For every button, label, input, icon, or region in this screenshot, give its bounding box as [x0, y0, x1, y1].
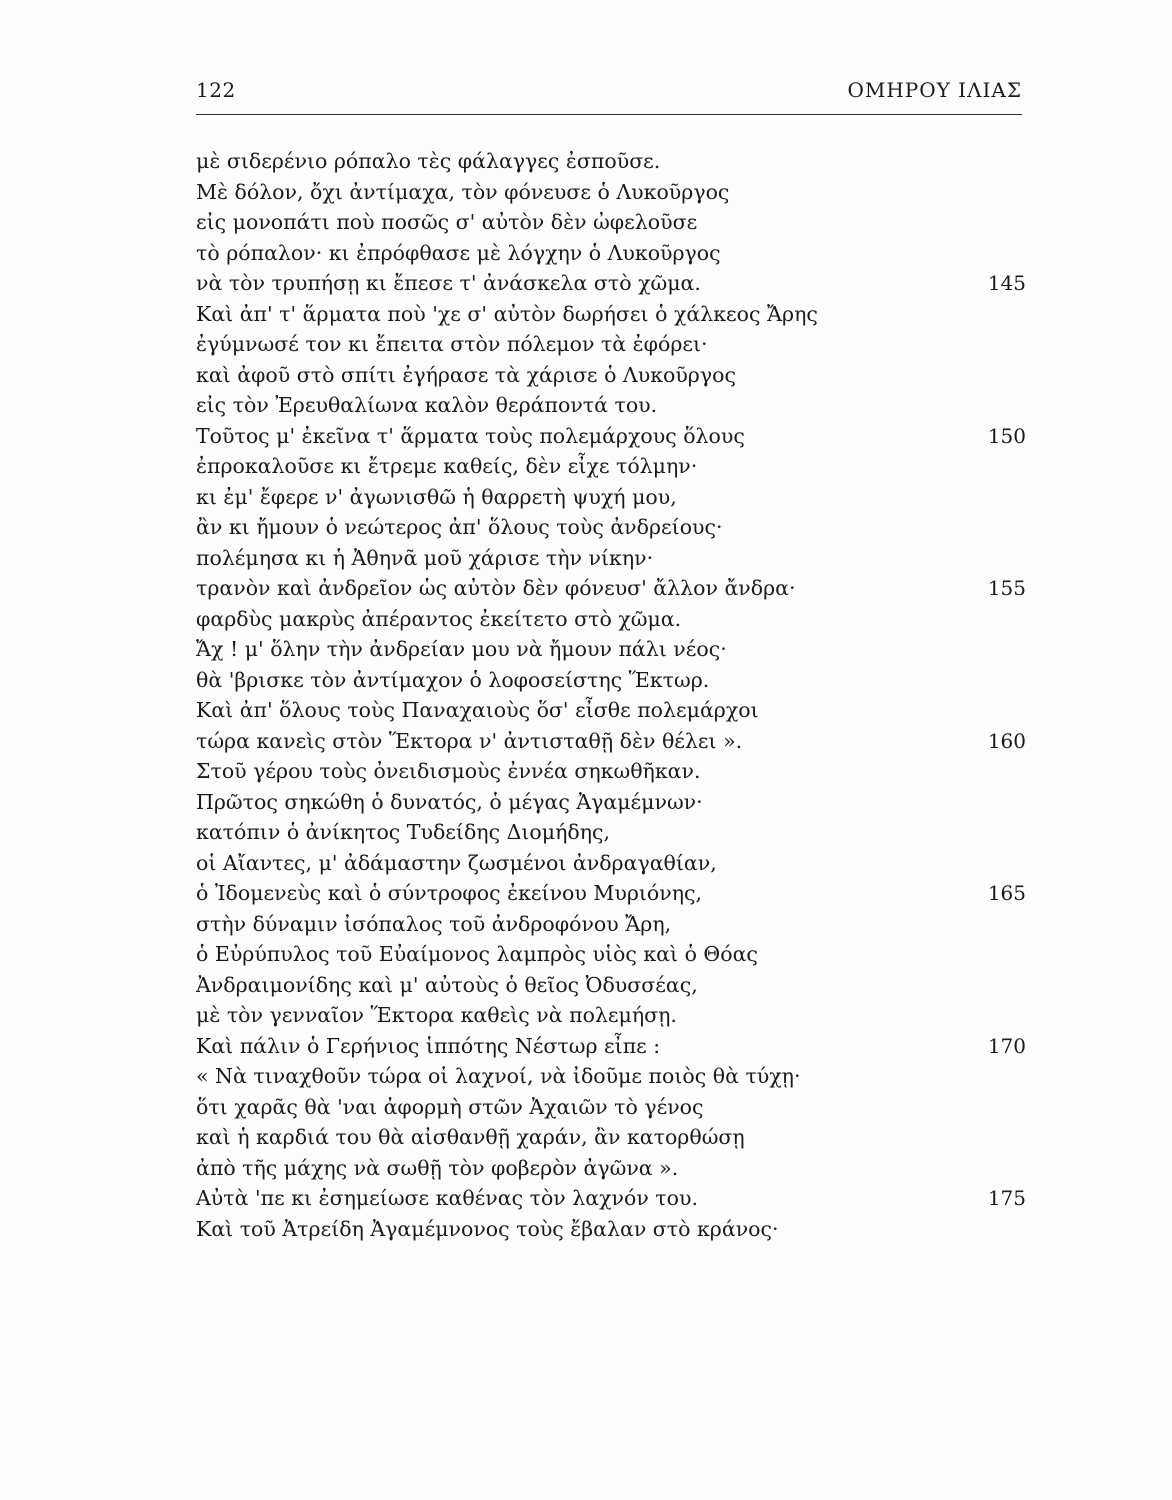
verse-text: μὲ τὸν γενναῖον Ἕκτορα καθεὶς νὰ πολεμήσῃ.	[196, 1003, 677, 1027]
verse-line	[196, 1000, 1026, 1031]
verse-text: εἰς μονοπάτι ποὺ ποσῶς σ' αὐτὸν δὲν ὠφελοῦσε	[196, 210, 698, 234]
verse-text: « Νὰ τιναχθοῦν τώρα οἱ λαχνοί, νὰ ἰδοῦμε ποιὸς θὰ τύχῃ·	[196, 1064, 801, 1088]
line-number: 150	[987, 423, 1026, 448]
verse-line	[196, 1153, 1026, 1184]
verse-line	[196, 390, 1026, 421]
verse-text: τρανὸν καὶ ἀνδρεῖον ὡς αὐτὸν δὲν φόνευσ' ἄλλον ἄνδρα·	[196, 576, 796, 600]
verse-line	[196, 604, 1026, 635]
verse-line	[196, 1061, 1026, 1092]
verse-text: φαρδὺς μακρὺς ἀπέραντος ἐκείτετο στὸ χῶμα.	[196, 606, 682, 631]
verse-text: Στοῦ γέρου τοὺς ὀνειδισμοὺς ἐννέα σηκωθῆκαν.	[196, 759, 701, 783]
verse-line	[196, 177, 1026, 208]
verse-text: Μὲ δόλον, ὄχι ἀντίμαχα, τὸν φόνευσε ὁ Λυκοῦργος	[196, 179, 730, 204]
verse-text: ἐπροκαλοῦσε κι ἔτρεμε καθείς, δὲν εἶχε τόλμην·	[196, 454, 698, 478]
verse-text: οἱ Αἴαντες, μ' ἀδάμαστην ζωσμένοι ἀνδραγαθίαν,	[196, 850, 717, 875]
verse-line	[196, 726, 1026, 757]
page-header	[196, 78, 1022, 112]
verse-line	[196, 756, 1026, 787]
verse-text: τώρα κανεὶς στὸν Ἕκτορα ν' ἀντισταθῇ δὲν θέλει ».	[196, 728, 743, 753]
verse-text: Καὶ τοῦ Ἀτρείδη Ἀγαμέμνονος τοὺς ἔβαλαν στὸ κράνος·	[196, 1216, 779, 1241]
page-number: 122	[196, 78, 236, 102]
verse-line	[196, 543, 1026, 574]
verse-text: Τοῦτος μ' ἐκεῖνα τ' ἅρματα τοὺς πολεμάρχους ὅλους	[196, 423, 745, 448]
line-number: 165	[987, 881, 1026, 905]
verse-line	[196, 1092, 1026, 1123]
verse-text: θὰ 'βρισκε τὸν ἀντίμαχον ὁ λοφοσείστης Ἕκτωρ.	[196, 667, 710, 692]
verse-line	[196, 329, 1026, 360]
verse-line	[196, 634, 1026, 665]
verse-text: Ἀνδραιμονίδης καὶ μ' αὐτοὺς ὁ θεῖος Ὀδυσσέας,	[196, 972, 698, 997]
verse-text: Καὶ πάλιν ὁ Γερήνιος ἱππότης Νέστωρ εἶπε :	[196, 1033, 661, 1058]
verse-text: Αὐτὰ 'πε κι ἐσημείωσε καθένας τὸν λαχνόν του.	[196, 1186, 698, 1210]
verse-line	[196, 1183, 1026, 1214]
verse-line	[196, 482, 1026, 513]
verse-text: νὰ τὸν τρυπήσῃ κι ἔπεσε τ' ἀνάσκελα στὸ χῶμα.	[196, 271, 701, 295]
verse-line	[196, 695, 1026, 726]
line-number: 145	[987, 271, 1026, 295]
verse-line	[196, 299, 1026, 330]
verse-text: ἀπὸ τῆς μάχης νὰ σωθῇ τὸν φοβερὸν ἀγῶνα ».	[196, 1155, 679, 1180]
verse-line	[196, 268, 1026, 299]
verse-line	[196, 573, 1026, 604]
verse-text: ἐγύμνωσέ τον κι ἔπειτα στὸν πόλεμον τὰ ἐφόρει·	[196, 332, 708, 356]
verse-line	[196, 146, 1026, 177]
line-number: 175	[987, 1186, 1026, 1210]
verse-text: κατόπιν ὁ ἀνίκητος Τυδείδης Διομήδης,	[196, 820, 610, 844]
verse-line	[196, 665, 1026, 696]
verse-line	[196, 848, 1026, 879]
verse-line	[196, 787, 1026, 818]
verse-text: ἂν κι ἤμουν ὁ νεώτερος ἀπ' ὅλους τοὺς ἀνδρείους·	[196, 515, 723, 539]
verse-line	[196, 1122, 1026, 1153]
verse-text: ὁ Εὐρύπυλος τοῦ Εὐαίμονος λαμπρὸς υἱὸς καὶ ὁ Θόας	[196, 942, 758, 966]
verse-line	[196, 207, 1026, 238]
verse-text: ὅτι χαρᾶς θὰ 'ναι ἀφορμὴ στῶν Ἀχαιῶν τὸ γένος	[196, 1094, 704, 1119]
verse-text: Ἄχ ! μ' ὅλην τὴν ἀνδρείαν μου νὰ ἤμουν πάλι νέος·	[196, 637, 727, 661]
line-number: 170	[987, 1033, 1026, 1058]
header-rule	[196, 114, 1022, 115]
verse-text: στὴν δύναμιν ἰσόπαλος τοῦ ἀνδροφόνου Ἄρη,	[196, 911, 672, 936]
verse-text: μὲ σιδερένιο ρόπαλο τὲς φάλαγγες ἐσποῦσε.	[196, 149, 661, 173]
verse-text: κι ἐμ' ἔφερε ν' ἀγωνισθῶ ἡ θαρρετὴ ψυχή μου,	[196, 484, 677, 509]
verse-text: εἰς τὸν Ἐρευθαλίωνα καλὸν θεράποντά του.	[196, 393, 658, 417]
verse-line	[196, 909, 1026, 940]
verse-line	[196, 939, 1026, 970]
verse-line	[196, 451, 1026, 482]
verse-line	[196, 1031, 1026, 1062]
verse-line	[196, 878, 1026, 909]
verse-text: καὶ ἀφοῦ στὸ σπίτι ἐγήρασε τὰ χάρισε ὁ Λυκοῦργος	[196, 362, 736, 387]
verse-text: πολέμησα κι ἡ Ἀθηνᾶ μοῦ χάρισε τὴν νίκην·	[196, 545, 654, 570]
verse-line	[196, 421, 1026, 452]
verse-text: ὁ Ἰδομενεὺς καὶ ὁ σύντροφος ἐκείνου Μυριόνης,	[196, 881, 703, 905]
running-title: ΟΜΗΡΟΥ ΙΛΙΑΣ	[847, 78, 1022, 102]
verse-text: Καὶ ἀπ' τ' ἅρματα ποὺ 'χε σ' αὐτὸν δωρήσει ὁ χάλκεος Ἄρης	[196, 301, 818, 326]
verse-block	[196, 146, 1026, 1244]
verse-text: τὸ ρόπαλον· κι ἐπρόφθασε μὲ λόγχην ὁ Λυκοῦργος	[196, 240, 721, 265]
verse-text: καὶ ἡ καρδιά του θὰ αἰσθανθῇ χαράν, ἂν κατορθώσῃ	[196, 1125, 745, 1149]
verse-text: Πρῶτος σηκώθη ὁ δυνατός, ὁ μέγας Ἀγαμέμνων·	[196, 789, 703, 814]
line-number: 155	[987, 576, 1026, 600]
verse-line	[196, 238, 1026, 269]
verse-line	[196, 360, 1026, 391]
verse-line	[196, 512, 1026, 543]
verse-line	[196, 817, 1026, 848]
verse-line	[196, 1214, 1026, 1245]
line-number: 160	[987, 728, 1026, 753]
verse-line	[196, 970, 1026, 1001]
verse-text: Καὶ ἀπ' ὅλους τοὺς Παναχαιοὺς ὅσ' εἶσθε πολεμάρχοι	[196, 698, 759, 722]
